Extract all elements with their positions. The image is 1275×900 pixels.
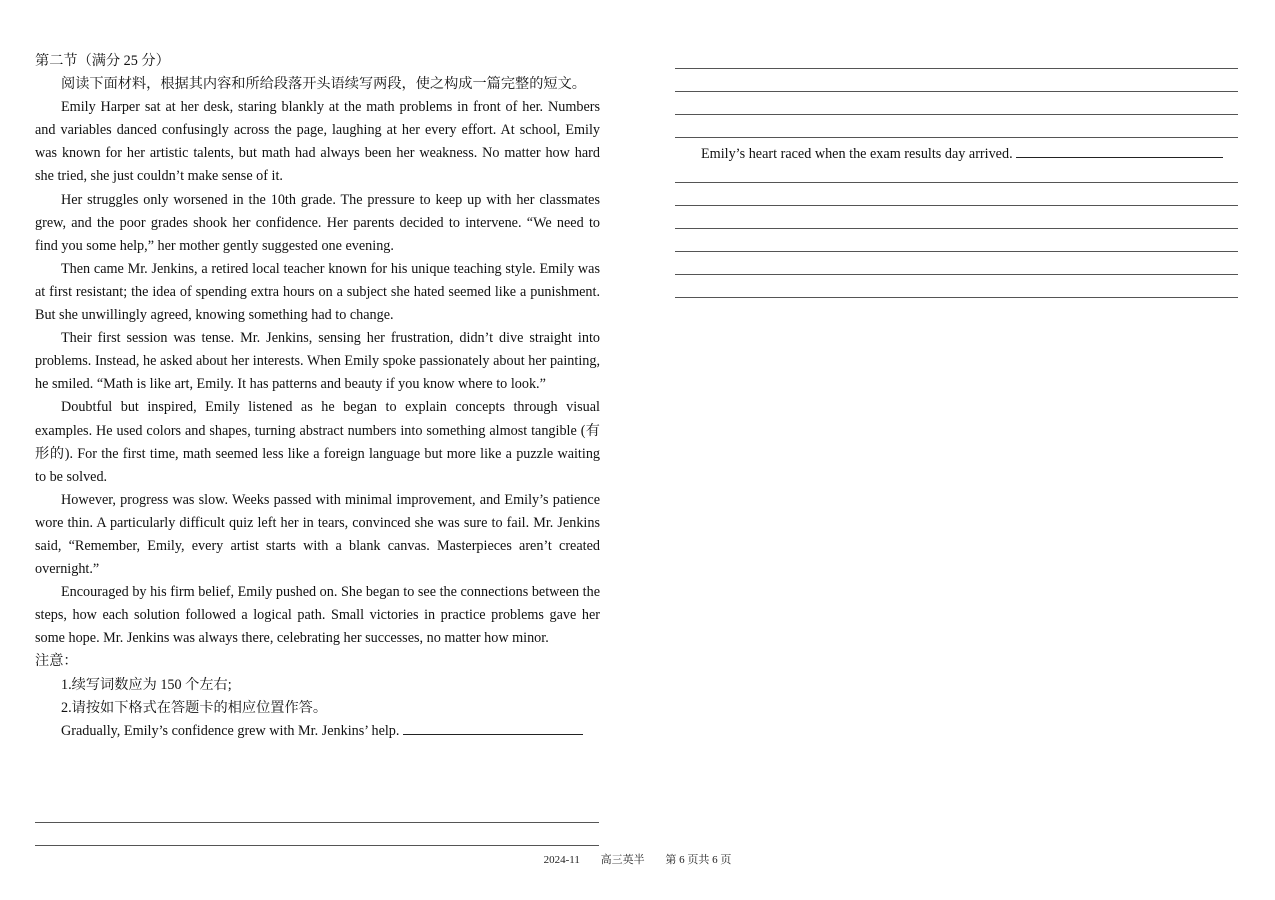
note-item-2: 2.请按如下格式在答题卡的相应位置作答。 [61,699,328,716]
passage-paragraph-3: Then came Mr. Jenkins, a retired local teacher known for his unique teaching style. Emily was at first resistant; the idea of spending extra hours on a subject she hated seemed like a punishment. But she unwillingly agreed, knowing something had to change. [35,260,600,324]
continuation-prompt-2 [675,143,1238,166]
answer-line-left-1[interactable] [35,822,599,823]
answer-line-right-5[interactable] [675,182,1238,183]
answer-line-right-7[interactable] [675,228,1238,229]
note-item-1: 1.续写词数应为 150 个左右; [61,676,232,693]
section-title: 第二节（满分 25 分） [35,53,170,69]
page-footer [0,851,1275,867]
answer-line-right-4[interactable] [675,137,1238,138]
footer-date: 2024-11 [543,854,580,866]
continuation-prompt-1-text: Gradually, Emily’s confidence grew with Mr. Jenkins’ help. [61,722,400,739]
passage-paragraph-5: Doubtful but inspired, Emily listened as he began to explain concepts through visual examples. He used colors and shapes, turning abstract numbers into something almost tangible (有形的). For the first time, math seemed less like a foreign language but more like a puzzle waiting to be solved. [35,399,600,485]
answer-line-right-2[interactable] [675,91,1238,92]
section-instruction: 阅读下面材料，根据其内容和所给段落开头语续写两段，使之构成一篇完整的短文。 [61,76,586,93]
passage-paragraph-2: Her struggles only worsened in the 10th grade. The pressure to keep up with her classmates grew, and the poor grades shook her confidence. Her parents decided to intervene. “We need to find you some help,” her mother gently suggested one evening. [35,191,600,254]
answer-line-left-2[interactable] [35,845,599,846]
answer-line-right-8[interactable] [675,251,1238,252]
answer-blank-inline-1[interactable] [403,733,583,735]
notes-title: 注意： [35,653,78,670]
answer-line-right-6[interactable] [675,205,1238,206]
passage-paragraph-7: Encouraged by his firm belief, Emily pushed on. She began to see the connections between the steps, how each solution followed a logical path. Small victories in practice problems gave her some hope. Mr. Jenkins was always there, celebrating her successes, no matter how minor. [35,584,600,647]
answer-line-right-10[interactable] [675,297,1238,298]
passage-paragraph-6: However, progress was slow. Weeks passed with minimal improvement, and Emily’s patience wore thin. A particularly difficult quiz left her in tears, convinced she was sure to fail. Mr. Jenkins said, “Remember, Emily, every artist starts with a blank canvas. Masterpieces aren’t created overnight.” [35,491,600,578]
passage-paragraph-1: Emily Harper sat at her desk, staring blankly at the math problems in front of her. Numbers and variables danced confusingly across the page, laughing at her every effort. At school, Emily was known for her artistic talents, but math had always been her weakness. No matter how hard she tried, she just couldn’t make sense of it. [35,99,600,185]
footer-page-number: 第 6 页共 6 页 [665,854,732,866]
continuation-prompt-1 [35,720,600,743]
left-column [35,50,600,743]
passage-paragraph-4: Their first session was tense. Mr. Jenkins, sensing her frustration, didn’t dive straight into problems. Instead, he asked about her interests. When Emily spoke passionately about her painting, he smiled. “Math is like art, Emily. It has patterns and beauty if you know where to look.” [35,330,600,393]
answer-blank-inline-2[interactable] [1016,156,1223,158]
answer-line-right-1[interactable] [675,68,1238,69]
continuation-prompt-2-text: Emily’s heart raced when the exam results day arrived. [701,146,1013,162]
footer-exam-name: 高三英半 [600,854,645,866]
answer-line-right-9[interactable] [675,274,1238,275]
answer-line-right-3[interactable] [675,114,1238,115]
